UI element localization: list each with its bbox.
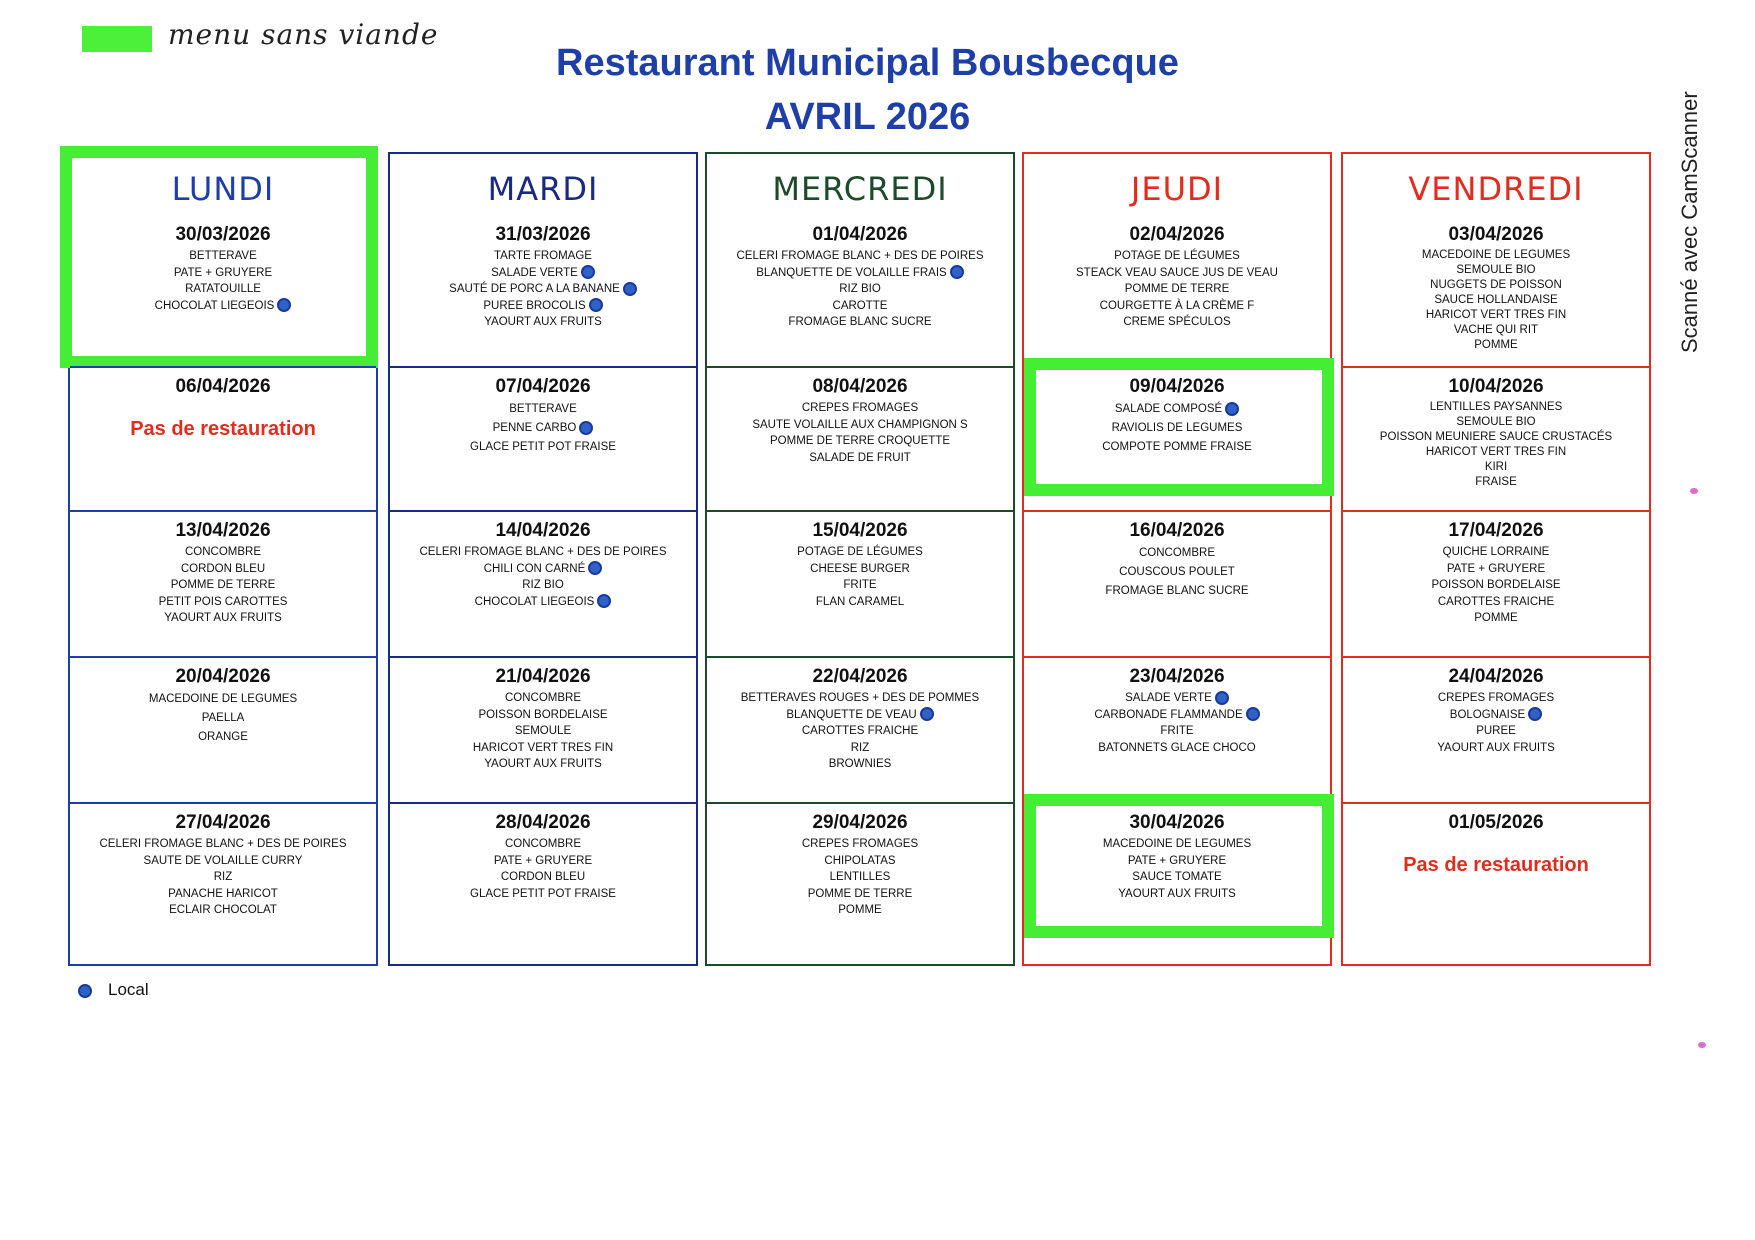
menu-item (707, 902, 1013, 919)
menu-item-text: KIRI (1484, 461, 1508, 473)
menu-item-text: YAOURT AUX FRUITS (1118, 887, 1236, 900)
menu-date: 20/04/2026 (175, 666, 271, 687)
menu-item-text: PANACHE HARICOT (168, 887, 278, 900)
row-divider (707, 366, 1013, 368)
menu-item-text: CHOCOLAT LIEGEOIS (154, 299, 275, 312)
menu-item-text: RAVIOLIS DE LEGUMES (1111, 422, 1243, 434)
menu-item (390, 723, 696, 740)
day-column-mardi (388, 152, 698, 966)
row-divider (390, 366, 696, 368)
menu-date: 21/04/2026 (495, 666, 591, 687)
menu-date: 29/04/2026 (812, 812, 908, 833)
row-divider (70, 366, 376, 368)
menu-item (707, 281, 1013, 298)
row-divider (1024, 510, 1330, 512)
menu-item (707, 248, 1013, 265)
menu-item-text: HARICOT VERT TRES FIN (1425, 446, 1567, 458)
menu-item-text: YAOURT AUX FRUITS (164, 612, 282, 624)
menu-item (390, 690, 696, 707)
menu-item (1024, 563, 1330, 582)
menu-item-text: GLACE PETIT POT FRAISE (470, 887, 616, 900)
row-divider (707, 802, 1013, 804)
menu-item-text: SALADE VERTE (1125, 692, 1212, 704)
day-column-mercredi (705, 152, 1015, 966)
menu-item (70, 544, 376, 561)
stray-mark (1698, 1042, 1706, 1048)
menu-item (70, 610, 376, 627)
menu-item-text: PETIT POIS CAROTTES (158, 595, 288, 608)
menu-date: 24/04/2026 (1448, 666, 1544, 687)
menu-item (1343, 278, 1649, 293)
menu-item (390, 594, 696, 611)
menu-cell (1024, 224, 1330, 331)
menu-item-text: POMME (1474, 339, 1518, 351)
menu-cell (1343, 520, 1649, 627)
menu-item (70, 577, 376, 594)
day-header: MERCREDI (772, 170, 948, 208)
menu-item-text: SALADE DE FRUIT (809, 451, 911, 464)
menu-item-text: SAUCE HOLLANDAISE (1434, 294, 1558, 306)
menu-item-text: RIZ (850, 741, 870, 754)
menu-item (70, 902, 376, 919)
menu-item-text: GLACE PETIT POT FRAISE (470, 441, 616, 453)
menu-item-text: CELERI FROMAGE BLANC + DES DE POIRES (736, 250, 984, 262)
menu-item-text: PATE + GRUYERE (493, 854, 593, 867)
local-product-icon (579, 421, 593, 435)
menu-date: 31/03/2026 (495, 224, 591, 245)
menu-item (707, 869, 1013, 886)
menu-item-text: SALADE VERTE (491, 266, 578, 279)
day-header: JEUDI (1130, 170, 1224, 208)
menu-item (390, 400, 696, 419)
menu-date: 17/04/2026 (1448, 520, 1544, 541)
menu-cell (707, 224, 1013, 331)
menu-date: 27/04/2026 (175, 812, 271, 833)
menu-item-text: ORANGE (198, 731, 248, 743)
menu-item-text: PAELLA (201, 712, 245, 724)
menu-item (1343, 430, 1649, 445)
menu-item-text: PATE + GRUYERE (1127, 854, 1227, 867)
menu-item-text: POTAGE DE LÉGUMES (797, 546, 923, 558)
menu-cell (707, 376, 1013, 466)
menu-item (1343, 561, 1649, 578)
menu-cell (1024, 666, 1330, 756)
menu-date: 30/03/2026 (175, 224, 271, 245)
menu-item (707, 417, 1013, 434)
menu-item (1343, 248, 1649, 263)
row-divider (1343, 802, 1649, 804)
menu-cell (70, 812, 376, 919)
menu-item-text: PATE + GRUYERE (173, 266, 273, 279)
local-product-icon (1246, 707, 1260, 721)
closed-notice: Pas de restauration (130, 418, 316, 440)
menu-item (1024, 265, 1330, 282)
menu-item (390, 577, 696, 594)
local-product-icon (588, 561, 602, 575)
menu-item (390, 265, 696, 282)
menu-item-text: LENTILLES (829, 871, 891, 883)
menu-cell (1024, 520, 1330, 601)
menu-item-text: CHEESE BURGER (810, 562, 910, 575)
menu-date: 10/04/2026 (1448, 376, 1544, 397)
row-divider (1343, 366, 1649, 368)
menu-item (70, 869, 376, 886)
menu-item-text: SEMOULE BIO (1456, 416, 1536, 428)
menu-item (1343, 263, 1649, 278)
local-product-icon (597, 594, 611, 608)
menu-item (1343, 400, 1649, 415)
menu-cell (707, 812, 1013, 919)
menu-item-text: QUICHE LORRAINE (1442, 546, 1550, 558)
menu-item-text: CAROTTES FRAICHE (1437, 595, 1555, 608)
menu-item (1024, 707, 1330, 724)
menu-item-text: FRITE (1160, 725, 1194, 737)
menu-item-text: POMME (838, 904, 882, 916)
menu-date: 06/04/2026 (175, 376, 271, 397)
menu-item-text: SAUTE VOLAILLE AUX CHAMPIGNON S (752, 418, 968, 431)
menu-date: 16/04/2026 (1129, 520, 1225, 541)
menu-item (1343, 460, 1649, 475)
menu-item (707, 433, 1013, 450)
menu-item (390, 544, 696, 561)
menu-item-text: POTAGE DE LÉGUMES (1114, 250, 1240, 262)
menu-item-text: FRITE (843, 579, 877, 591)
row-divider (390, 656, 696, 658)
menu-item (390, 886, 696, 903)
menu-cell (390, 224, 696, 331)
menu-item-text: BETTERAVE (509, 403, 577, 415)
menu-item-text: BETTERAVES ROUGES + DES DE POMMES (740, 692, 980, 704)
menu-item-text: CELERI FROMAGE BLANC + DES DE POIRES (99, 838, 347, 850)
menu-cell (1343, 376, 1649, 490)
menu-item-text: CHOCOLAT LIEGEOIS (474, 595, 595, 608)
local-product-icon (920, 707, 934, 721)
menu-item (707, 561, 1013, 578)
menu-item (390, 419, 696, 438)
menu-item-text: POISSON MEUNIERE SAUCE CRUSTACÉS (1379, 431, 1613, 443)
menu-item-text: ECLAIR CHOCOLAT (169, 904, 277, 916)
menu-item (1343, 338, 1649, 353)
menu-item (70, 561, 376, 578)
menu-date: 07/04/2026 (495, 376, 591, 397)
menu-item-text: POISSON BORDELAISE (478, 708, 608, 721)
menu-date: 01/05/2026 (1448, 812, 1544, 833)
menu-item-text: POMME DE TERRE CROQUETTE (770, 435, 950, 447)
menu-item (1343, 707, 1649, 724)
menu-item (390, 853, 696, 870)
legend-label: menu sans viande (168, 18, 439, 51)
day-column-jeudi (1022, 152, 1332, 966)
day-column-vendredi (1341, 152, 1651, 966)
menu-cell (70, 666, 376, 747)
menu-item (70, 709, 376, 728)
menu-item-text: FRAISE (1475, 476, 1517, 488)
menu-date: 22/04/2026 (812, 666, 908, 687)
menu-cell (1343, 666, 1649, 756)
menu-cell (390, 812, 696, 902)
menu-item-text: COMPOTE POMME FRAISE (1102, 441, 1252, 453)
page-subtitle: AVRIL 2026 (764, 96, 971, 138)
menu-item (1024, 298, 1330, 315)
menu-cell (390, 666, 696, 773)
row-divider (1343, 510, 1649, 512)
local-product-icon (950, 265, 964, 279)
menu-item (70, 853, 376, 870)
local-product-icon (1215, 691, 1229, 705)
row-divider (1343, 656, 1649, 658)
menu-item-text: FLAN CARAMEL (815, 595, 905, 608)
menu-date: 03/04/2026 (1448, 224, 1544, 245)
menu-item (390, 314, 696, 331)
menu-item (1343, 415, 1649, 430)
menu-item (390, 438, 696, 457)
menu-item-text: VACHE QUI RIT (1453, 324, 1539, 336)
menu-date: 08/04/2026 (812, 376, 908, 397)
menu-item-text: TARTE FROMAGE (494, 250, 592, 262)
menu-item-text: CONCOMBRE (1138, 547, 1216, 559)
menu-item-text: PATE + GRUYERE (1446, 562, 1546, 575)
menu-date: 30/04/2026 (1129, 812, 1225, 833)
scanner-note-text: Scanné avec CamScanner (1677, 91, 1702, 353)
menu-item-text: LENTILLES PAYSANNES (1429, 401, 1563, 413)
menu-item-text: RATATOUILLE (185, 283, 261, 295)
menu-item (707, 707, 1013, 724)
menu-date: 14/04/2026 (495, 520, 591, 541)
menu-date: 15/04/2026 (812, 520, 908, 541)
menu-item-text: SEMOULE BIO (1456, 264, 1536, 276)
menu-item-text: CAROTTE (832, 299, 888, 312)
meatless-highlight (1024, 794, 1334, 938)
menu-item-text: CAROTTES FRAICHE (801, 725, 919, 737)
menu-item-text: CONCOMBRE (504, 838, 582, 850)
meatless-highlight (1024, 358, 1334, 496)
local-product-icon (1528, 707, 1542, 721)
meatless-highlight (60, 146, 378, 368)
menu-item-text: RIZ (213, 871, 233, 883)
menu-item-text: PENNE CARBO (492, 422, 577, 434)
menu-item (707, 544, 1013, 561)
stray-mark (1690, 488, 1698, 494)
menu-item (1343, 577, 1649, 594)
menu-cell (707, 520, 1013, 610)
menu-item (70, 836, 376, 853)
menu-item-text: CHIPOLATAS (824, 854, 896, 867)
menu-item (1024, 544, 1330, 563)
menu-date: 02/04/2026 (1129, 224, 1225, 245)
menu-item-text: CONCOMBRE (504, 692, 582, 704)
menu-item (390, 869, 696, 886)
row-divider (707, 510, 1013, 512)
menu-item (707, 690, 1013, 707)
menu-item-text: CELERI FROMAGE BLANC + DES DE POIRES (419, 546, 667, 558)
menu-cell (390, 376, 696, 457)
menu-cell (1343, 224, 1649, 353)
row-divider (707, 656, 1013, 658)
menu-item-text: NUGGETS DE POISSON (1430, 279, 1562, 291)
menu-item (1343, 610, 1649, 627)
menu-item (390, 836, 696, 853)
menu-item (1343, 323, 1649, 338)
menu-item-text: SAUTE DE VOLAILLE CURRY (143, 854, 303, 867)
menu-item (707, 723, 1013, 740)
day-header: MARDI (487, 170, 599, 208)
menu-cell (707, 666, 1013, 773)
menu-item-text: CONCOMBRE (184, 546, 262, 558)
menu-item (707, 853, 1013, 870)
local-product-icon (589, 298, 603, 312)
menu-date: 23/04/2026 (1129, 666, 1225, 687)
menu-item-text: PUREE (1476, 725, 1516, 737)
menu-item-text: POMME DE TERRE (807, 887, 913, 900)
menu-item (70, 594, 376, 611)
menu-item-text: POMME DE TERRE (1124, 283, 1230, 295)
menu-item (1024, 723, 1330, 740)
menu-item-text: CARBONADE FLAMMANDE (1094, 708, 1243, 721)
menu-item-text: BLANQUETTE DE VOLAILLE FRAIS (756, 266, 947, 279)
local-product-icon (581, 265, 595, 279)
local-legend-label: Local (108, 980, 149, 999)
menu-item-text: CREPES FROMAGES (801, 402, 919, 414)
menu-item-text: YAOURT AUX FRUITS (1437, 741, 1555, 754)
menu-item-text: BETTERAVE (189, 250, 257, 262)
row-divider (1024, 656, 1330, 658)
menu-item-text: POISSON BORDELAISE (1431, 579, 1561, 591)
menu-item-text: CREPES FROMAGES (801, 838, 919, 850)
menu-item-text: BATONNETS GLACE CHOCO (1098, 741, 1256, 754)
menu-item (707, 594, 1013, 611)
row-divider (70, 510, 376, 512)
menu-item-text: MACEDOINE DE LEGUMES (1102, 838, 1252, 850)
menu-item-text: RIZ BIO (522, 579, 564, 591)
menu-item-text: SALADE COMPOSÉ (1114, 403, 1223, 415)
menu-date: 09/04/2026 (1129, 376, 1225, 397)
menu-cell (1343, 812, 1649, 877)
day-header: VENDREDI (1408, 170, 1584, 208)
menu-date: 01/04/2026 (812, 224, 908, 245)
menu-item-text: HARICOT VERT TRES FIN (1425, 309, 1567, 321)
local-dot-icon (78, 984, 92, 998)
menu-date: 28/04/2026 (495, 812, 591, 833)
menu-item (70, 886, 376, 903)
menu-item-text: SAUCE TOMATE (1132, 871, 1222, 883)
menu-item-text: FROMAGE BLANC SUCRE (788, 316, 932, 328)
menu-item-text: COURGETTE À LA CRÈME F (1099, 299, 1255, 312)
menu-item (390, 756, 696, 773)
menu-item-text: BLANQUETTE DE VEAU (786, 708, 917, 721)
menu-date: 13/04/2026 (175, 520, 271, 541)
menu-item (70, 690, 376, 709)
menu-item (1343, 475, 1649, 490)
menu-item (707, 400, 1013, 417)
menu-item (390, 707, 696, 724)
menu-item-text: CHILI CON CARNÉ (483, 562, 586, 575)
menu-item (1024, 314, 1330, 331)
menu-item (1343, 308, 1649, 323)
menu-item (707, 265, 1013, 282)
menu-item-text: MACEDOINE DE LEGUMES (1421, 249, 1571, 261)
menu-item (70, 728, 376, 747)
day-column-lundi (68, 152, 378, 966)
menu-item (390, 561, 696, 578)
menu-item (1343, 723, 1649, 740)
menu-item (707, 756, 1013, 773)
day-header: LUNDI (171, 170, 275, 208)
menu-item (1343, 594, 1649, 611)
menu-item (1343, 293, 1649, 308)
local-legend (78, 980, 149, 1000)
menu-item (707, 740, 1013, 757)
menu-item-text: CREPES FROMAGES (1437, 692, 1555, 704)
menu-item (1024, 248, 1330, 265)
menu-item (1343, 740, 1649, 757)
menu-item (390, 298, 696, 315)
row-divider (390, 802, 696, 804)
menu-item-text: SEMOULE (514, 725, 572, 737)
closed-notice: Pas de restauration (1403, 854, 1589, 876)
menu-item (390, 740, 696, 757)
row-divider (70, 656, 376, 658)
menu-item-text: CREME SPÉCULOS (1123, 316, 1231, 328)
menu-item-text: PUREE BROCOLIS (483, 299, 586, 312)
menu-item-text: STEACK VEAU SAUCE JUS DE VEAU (1076, 266, 1278, 279)
menu-item-text: MACEDOINE DE LEGUMES (148, 693, 298, 705)
menu-cell (70, 376, 376, 441)
menu-item-text: SAUTÉ DE PORC A LA BANANE (449, 283, 620, 295)
menu-item (1343, 445, 1649, 460)
menu-item-text: HARICOT VERT TRES FIN (472, 741, 614, 754)
menu-item (1024, 582, 1330, 601)
menu-item (707, 577, 1013, 594)
menu-item-text: CORDON BLEU (180, 562, 266, 575)
menu-item-text: YAOURT AUX FRUITS (484, 316, 602, 328)
menu-item (707, 314, 1013, 331)
menu-item-text: POMME (1474, 612, 1518, 624)
menu-item (707, 836, 1013, 853)
menu-item-text: YAOURT AUX FRUITS (484, 758, 602, 770)
menu-item (707, 450, 1013, 467)
local-product-icon (623, 282, 637, 296)
menu-item (1024, 690, 1330, 707)
menu-item (1024, 281, 1330, 298)
menu-item-text: BROWNIES (828, 758, 892, 770)
menu-item-text: BOLOGNAISE (1449, 708, 1526, 721)
menu-item-text: CORDON BLEU (500, 871, 586, 883)
menu-item-text: COUSCOUS POULET (1119, 566, 1235, 578)
page-title: Restaurant Municipal Bousbecque (556, 42, 1179, 84)
row-divider (390, 510, 696, 512)
menu-cell (390, 520, 696, 610)
menu-item-text: FROMAGE BLANC SUCRE (1105, 585, 1249, 597)
menu-item (1343, 544, 1649, 561)
menu-item (1343, 690, 1649, 707)
menu-item-text: POMME DE TERRE (170, 579, 276, 591)
scanner-note (1670, 30, 1702, 353)
menu-item-text: RIZ BIO (839, 283, 881, 295)
menu-item (390, 281, 696, 298)
menu-item (1024, 740, 1330, 757)
menu-item (390, 248, 696, 265)
row-divider (70, 802, 376, 804)
menu-cell (70, 520, 376, 627)
menu-item (707, 298, 1013, 315)
menu-item (707, 886, 1013, 903)
